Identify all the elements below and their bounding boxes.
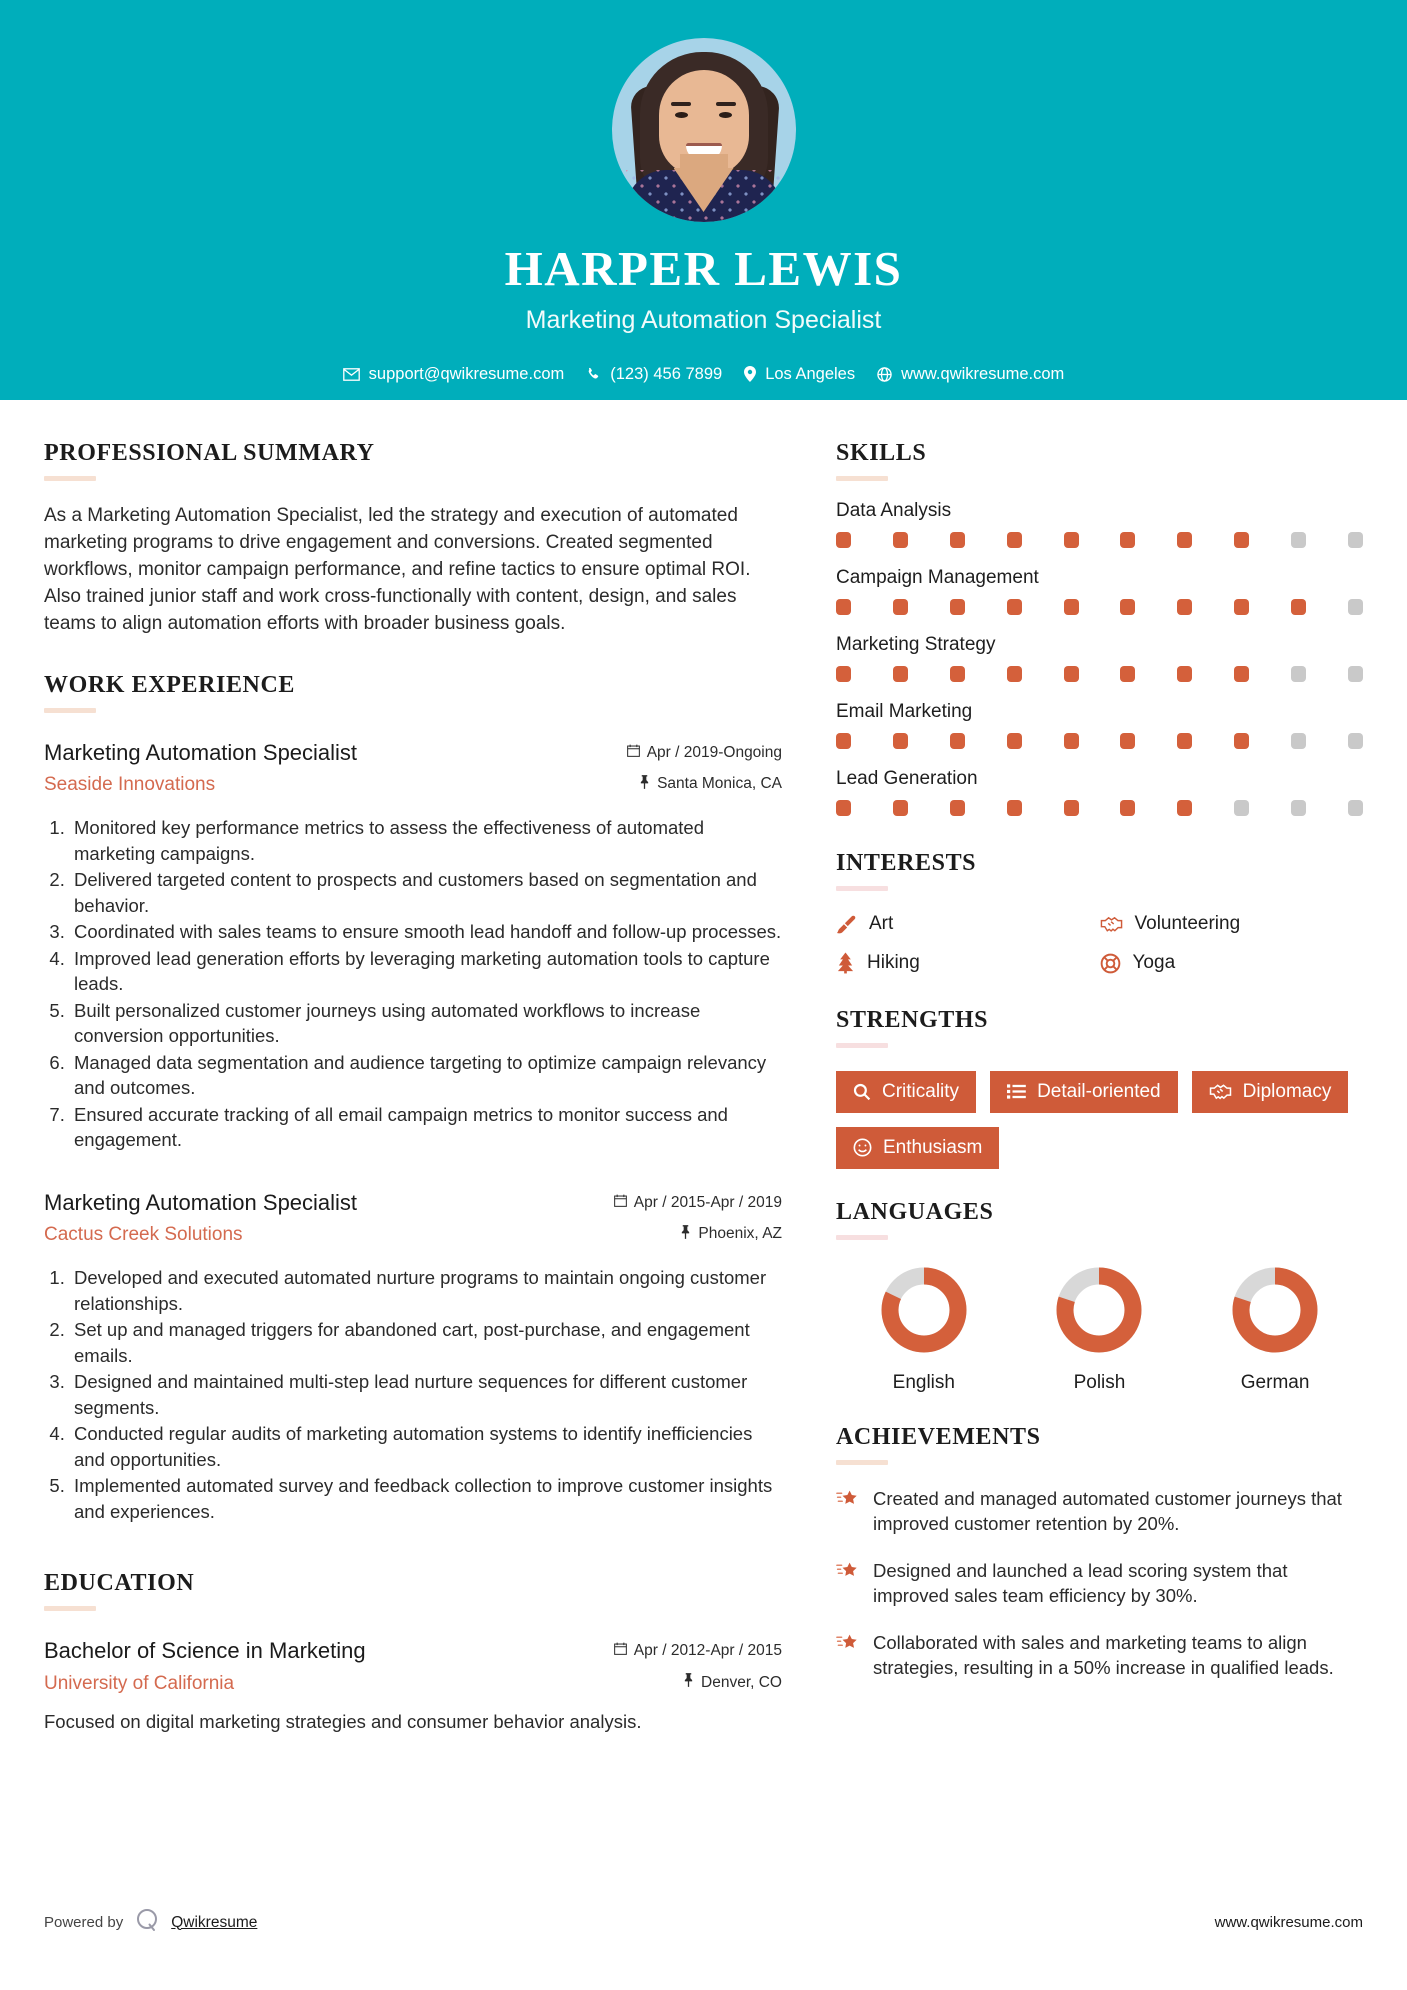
interest-item (836, 952, 1100, 974)
skill-dot-filled (1120, 733, 1135, 749)
skill-label: Data Analysis (836, 500, 952, 521)
work-role: Marketing Automation Specialist (44, 1189, 358, 1215)
skill-dot-filled (1007, 532, 1022, 548)
contact-website-text: www.qwikresume.com (901, 364, 1065, 383)
work-role: Marketing Automation Specialist (44, 739, 358, 765)
skill-dot-filled (1064, 599, 1079, 615)
candidate-name: HARPER LEWIS (504, 241, 903, 296)
strength-chip (990, 1071, 1178, 1113)
achievement-item (836, 1486, 1363, 1537)
section-education (44, 1570, 782, 1735)
skill-dot-empty (1348, 599, 1363, 615)
strength-label: Detail-oriented (1037, 1081, 1161, 1102)
education-entry-meta (567, 1637, 782, 1692)
education-entry-titles (44, 1637, 366, 1695)
section-rule (836, 886, 888, 891)
skill-label: Campaign Management (836, 567, 1039, 588)
work-dates-line (567, 1194, 782, 1212)
skill-dot-empty (1234, 800, 1249, 816)
work-location: Phoenix, AZ (698, 1225, 782, 1243)
lifebuoy-icon (1100, 953, 1121, 974)
language-donut-chart (1229, 1264, 1321, 1356)
qwikresume-logo-icon (134, 1907, 160, 1938)
education-school: University of California (44, 1672, 235, 1694)
contact-phone[interactable] (586, 365, 722, 384)
paintbrush-icon (836, 914, 857, 935)
interest-label: Yoga (1132, 952, 1176, 973)
powered-by-label: Powered by (44, 1914, 124, 1931)
section-professional-summary (44, 440, 782, 638)
work-bullet: 5. Implemented automated survey and feedback collection to improve customer insights and experiences. (70, 1473, 782, 1524)
skill-dot-filled (1120, 800, 1135, 816)
section-rule (44, 476, 96, 481)
work-bullet: 2. Set up and managed triggers for abandoned cart, post-purchase, and engagement emails. (70, 1317, 782, 1368)
skill-dot-filled (1234, 532, 1249, 548)
language-item (836, 1264, 1012, 1394)
skill-dot-filled (950, 599, 965, 615)
section-interests (836, 850, 1363, 974)
language-item (1187, 1264, 1363, 1394)
work-entry-header (44, 1189, 782, 1247)
work-entry-titles (44, 739, 357, 797)
skill-dot-filled (1234, 733, 1249, 749)
section-title-languages: LANGUAGES (836, 1198, 994, 1225)
languages-row (836, 1264, 1363, 1394)
strength-label: Enthusiasm (883, 1136, 983, 1158)
skill-dot-filled (1007, 599, 1022, 615)
skill-dot-filled (1007, 666, 1022, 682)
skill-rating (836, 733, 1363, 749)
language-item (1012, 1264, 1188, 1394)
education-entry (44, 1637, 782, 1735)
skill-item (836, 567, 1363, 615)
section-title-summary: PROFESSIONAL SUMMARY (44, 440, 375, 466)
education-dates-line (567, 1642, 782, 1660)
handshake-icon (1100, 914, 1123, 934)
photo-eye-right (719, 112, 732, 118)
language-label: German (1240, 1371, 1310, 1393)
interest-label: Volunteering (1134, 913, 1241, 934)
skill-dot-empty (1291, 733, 1306, 749)
language-label: Polish (1073, 1371, 1126, 1393)
section-rule (836, 1235, 888, 1240)
strength-chip (836, 1127, 999, 1169)
section-strengths (836, 1007, 1363, 1169)
skill-item (836, 768, 1363, 816)
language-donut-chart (878, 1264, 970, 1356)
skill-dot-filled (893, 666, 908, 682)
skill-dot-filled (836, 532, 851, 548)
achievement-item (836, 1558, 1363, 1609)
skill-dot-filled (1007, 733, 1022, 749)
footer-website: www.qwikresume.com (1214, 1914, 1363, 1931)
skill-dot-filled (950, 800, 965, 816)
shooting-star-icon (836, 1630, 860, 1681)
calendar-icon (627, 744, 640, 762)
work-entry-meta (567, 1189, 782, 1244)
skill-dot-filled (1064, 532, 1079, 548)
section-languages (836, 1199, 1363, 1394)
contact-phone-text: (123) 456 7899 (610, 364, 723, 383)
contact-location-text: Los Angeles (765, 364, 856, 383)
skill-dot-empty (1348, 666, 1363, 682)
achievement-text: Designed and launched a lead scoring system that improved sales team efficiency by 30%. (873, 1559, 1288, 1607)
work-bullet: 3. Coordinated with sales teams to ensure smooth lead handoff and follow-up processes. (70, 919, 782, 945)
skill-dot-filled (950, 733, 965, 749)
skill-dot-filled (1064, 733, 1079, 749)
handshake-icon (1209, 1082, 1232, 1101)
skill-dot-filled (1007, 800, 1022, 816)
education-description: Focused on digital marketing strategies and consumer behavior analysis. (44, 1711, 642, 1733)
achievement-text: Collaborated with sales and marketing teams to align strategies, resulting in a 50% increase in qualified leads. (873, 1631, 1334, 1679)
resume-body (0, 400, 1407, 1735)
work-location: Santa Monica, CA (657, 775, 782, 793)
work-company: Seaside Innovations (44, 774, 216, 796)
photo-brow-right (716, 102, 736, 106)
pushpin-icon (683, 1673, 694, 1692)
resume-header (0, 0, 1407, 400)
work-bullet: 3. Designed and maintained multi-step lead nurture sequences for different customer segments. (70, 1369, 782, 1420)
work-dates: Apr / 2019-Ongoing (646, 743, 782, 761)
interest-item (1100, 913, 1364, 935)
skill-dot-filled (1177, 532, 1192, 548)
work-entry (44, 1189, 782, 1524)
education-degree: Bachelor of Science in Marketing (44, 1638, 366, 1664)
section-title-skills: SKILLS (836, 440, 927, 466)
skill-item (836, 634, 1363, 682)
education-location: Denver, CO (701, 1673, 782, 1691)
shooting-star-icon (836, 1558, 860, 1609)
language-label: English (892, 1371, 955, 1393)
skill-label: Lead Generation (836, 768, 978, 789)
section-title-education: EDUCATION (44, 1570, 195, 1597)
work-dates-line (567, 744, 782, 762)
contact-location[interactable] (744, 365, 855, 384)
section-rule (836, 1460, 888, 1465)
pushpin-icon (639, 775, 650, 794)
calendar-icon (614, 1642, 627, 1660)
interests-grid (836, 913, 1363, 974)
contact-email-text: support@qwikresume.com (368, 364, 565, 383)
work-bullet: 7. Ensured accurate tracking of all email campaign metrics to monitor success and engagement. (70, 1102, 782, 1153)
section-rule (836, 1043, 888, 1048)
calendar-icon (614, 1194, 627, 1212)
skill-dot-filled (836, 733, 851, 749)
contact-website[interactable] (877, 365, 1064, 384)
skill-item (836, 701, 1363, 749)
right-column (836, 440, 1363, 1681)
skill-dot-filled (1177, 666, 1192, 682)
skill-dot-empty (1291, 666, 1306, 682)
phone-icon (586, 367, 601, 382)
skill-dot-empty (1291, 800, 1306, 816)
avatar (612, 38, 796, 222)
profile-photo (612, 38, 796, 222)
section-achievements (836, 1424, 1363, 1681)
list-icon (1007, 1083, 1026, 1100)
education-dates: Apr / 2012-Apr / 2015 (633, 1642, 782, 1660)
pushpin-icon (680, 1225, 691, 1244)
skill-dot-filled (1177, 599, 1192, 615)
skill-label: Email Marketing (836, 701, 973, 722)
smiley-icon (853, 1138, 872, 1157)
work-bullet: 4. Conducted regular audits of marketing automation systems to identify inefficiencies and opportunities. (70, 1421, 782, 1472)
work-location-line (567, 1225, 782, 1244)
education-location-line (567, 1673, 782, 1692)
section-skills (836, 440, 1363, 816)
skill-dot-filled (950, 532, 965, 548)
skill-rating (836, 599, 1363, 615)
skill-dot-filled (1120, 666, 1135, 682)
skill-dot-filled (1120, 532, 1135, 548)
section-work-experience (44, 672, 782, 1524)
skill-dot-empty (1291, 532, 1306, 548)
skill-dot-filled (836, 666, 851, 682)
work-bullet: 1. Developed and executed automated nurture programs to maintain ongoing customer relationships. (70, 1265, 782, 1316)
achievement-item (836, 1630, 1363, 1681)
skill-dot-filled (950, 666, 965, 682)
skill-dot-filled (1234, 599, 1249, 615)
work-entry-header (44, 739, 782, 797)
skill-dot-empty (1348, 733, 1363, 749)
skill-rating (836, 532, 1363, 548)
qwikresume-link[interactable]: Qwikresume (171, 1913, 258, 1931)
section-title-strengths: STRENGTHS (836, 1007, 989, 1033)
globe-icon (877, 367, 892, 382)
language-donut-chart (1053, 1264, 1145, 1356)
skill-dot-filled (1177, 800, 1192, 816)
work-dates: Apr / 2015-Apr / 2019 (633, 1193, 782, 1211)
work-bullet: 5. Built personalized customer journeys using automated workflows to increase conversion opportunities. (70, 998, 782, 1049)
strengths-list (836, 1071, 1363, 1169)
work-bullet: 6. Managed data segmentation and audience targeting to optimize campaign relevancy and outcomes. (70, 1050, 782, 1101)
skill-dot-filled (1120, 599, 1135, 615)
section-rule (44, 1606, 96, 1611)
strength-chip (836, 1071, 976, 1113)
interest-label: Art (869, 913, 894, 934)
section-rule (44, 708, 96, 713)
contact-email[interactable] (343, 365, 565, 384)
interest-item (1100, 952, 1364, 974)
candidate-job-title: Marketing Automation Specialist (525, 305, 882, 334)
skill-dot-filled (1177, 733, 1192, 749)
work-bullet: 4. Improved lead generation efforts by leveraging marketing automation tools to capture leads. (70, 946, 782, 997)
skill-dot-empty (1348, 532, 1363, 548)
skill-dot-filled (1064, 666, 1079, 682)
left-column (44, 440, 782, 1735)
skill-dot-filled (893, 733, 908, 749)
photo-eye-left (675, 112, 688, 118)
interest-label: Hiking (867, 952, 920, 973)
work-bullet: 2. Delivered targeted content to prospects and customers based on segmentation and behavior. (70, 867, 782, 918)
work-bullets (70, 815, 782, 1153)
strength-label: Criticality (882, 1081, 960, 1102)
resume-footer (0, 1907, 1407, 1938)
work-entry-titles (44, 1189, 357, 1247)
shooting-star-icon (836, 1486, 860, 1537)
strength-label: Diplomacy (1242, 1081, 1332, 1102)
work-bullets (70, 1265, 782, 1524)
skill-item (836, 500, 1363, 548)
strength-chip (1192, 1071, 1349, 1113)
skill-dot-filled (893, 599, 908, 615)
envelope-icon (343, 368, 360, 381)
section-title-work-experience: WORK EXPERIENCE (44, 671, 296, 698)
section-rule (836, 476, 888, 481)
footer-branding (44, 1907, 257, 1938)
work-location-line (567, 775, 782, 794)
skill-dot-filled (1064, 800, 1079, 816)
skill-label: Marketing Strategy (836, 634, 996, 655)
skill-dot-empty (1348, 800, 1363, 816)
contact-row (0, 365, 1407, 384)
achievement-text: Created and managed automated customer journeys that improved customer retention by 20%. (873, 1487, 1342, 1535)
section-title-interests: INTERESTS (836, 850, 977, 876)
work-entry-meta (567, 739, 782, 794)
skill-dot-filled (893, 800, 908, 816)
summary-text: As a Marketing Automation Specialist, led the strategy and execution of automated marketing programs to drive engagement and conversions. Created segmented workflows, monitor campaign performance, and refine tactics to ensure optimal ROI. Also trained junior staff and work cross-functionally with content, design, and sales teams to align automation efforts with broader business goals. (44, 505, 751, 634)
education-entry-header (44, 1637, 782, 1695)
skill-dot-filled (1234, 666, 1249, 682)
section-title-achievements: ACHIEVEMENTS (836, 1423, 1041, 1450)
skill-dot-filled (836, 599, 851, 615)
search-icon (853, 1083, 871, 1101)
interest-item (836, 913, 1100, 935)
skill-dot-filled (1291, 599, 1306, 615)
location-pin-icon (744, 366, 756, 382)
work-bullet: 1. Monitored key performance metrics to assess the effectiveness of automated marketing campaigns. (70, 815, 782, 866)
skill-dot-filled (893, 532, 908, 548)
work-entry (44, 739, 782, 1153)
photo-brow-left (671, 102, 691, 106)
skill-rating (836, 800, 1363, 816)
tree-icon (836, 952, 855, 974)
work-company: Cactus Creek Solutions (44, 1224, 243, 1246)
skill-dot-filled (836, 800, 851, 816)
skill-rating (836, 666, 1363, 682)
